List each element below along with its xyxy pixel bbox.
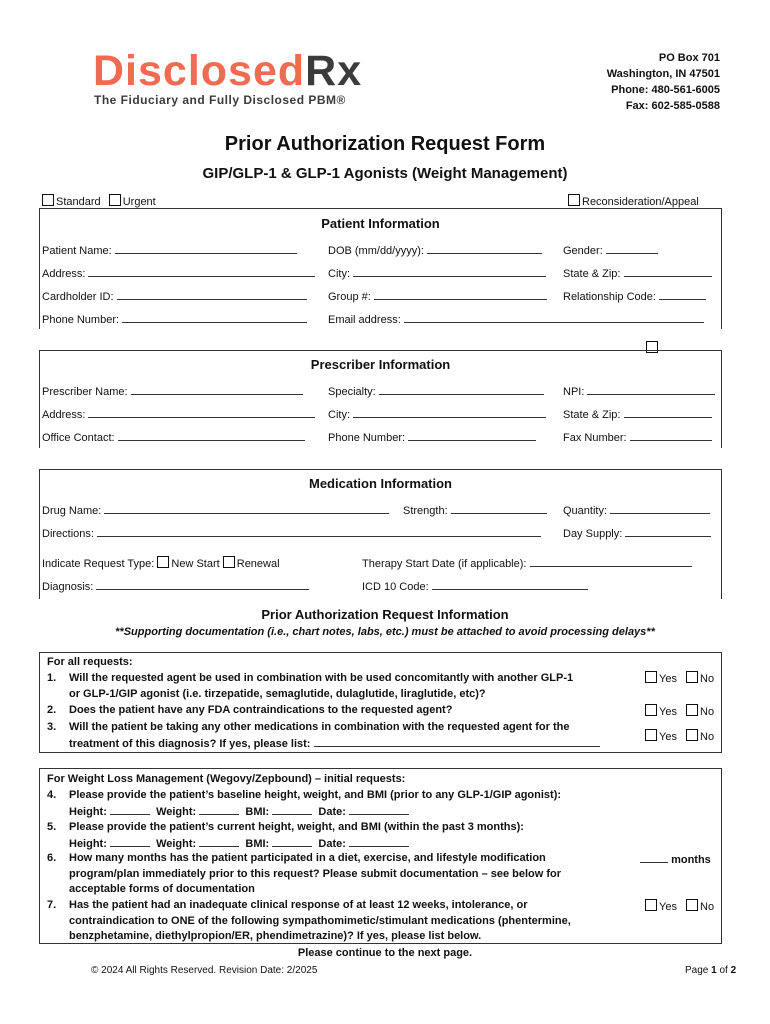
prescriber-section-title: Prescriber Information (310, 357, 451, 372)
question-text: Will the patient be taking any other medications in combination with the requested agent for the (69, 721, 570, 733)
directions-label: Directions: (42, 528, 94, 540)
logo-text-rx: Rx (305, 47, 363, 95)
reconsideration-checkbox[interactable] (568, 194, 580, 206)
patient-address-field[interactable] (42, 266, 315, 280)
prescriber-phone-line[interactable] (408, 430, 536, 441)
current-height-line[interactable] (110, 836, 150, 847)
prescriber-address-field[interactable] (42, 407, 315, 421)
relationship-code-line[interactable] (659, 289, 706, 300)
drug-name-field[interactable] (42, 503, 389, 517)
fax-number-line[interactable] (630, 430, 712, 441)
address-line: Washington, IN 47501 (606, 68, 720, 80)
question-text: contraindication to ONE of the following sympathomimetic/stimulant medications (phentermine, (69, 914, 571, 927)
patient-name-label: Patient Name: (42, 245, 112, 257)
medication-information-section (39, 469, 722, 599)
patient-state-zip-line[interactable] (624, 266, 712, 277)
form-subtitle: GIP/GLP-1 & GLP-1 Agonists (Weight Management) (202, 165, 568, 182)
group-label: Group #: (328, 291, 371, 303)
question-text: How many months has the patient participated in a diet, exercise, and lifestyle modification (69, 852, 546, 864)
patient-city-line[interactable] (353, 266, 546, 277)
q1-yes-checkbox[interactable] (645, 671, 657, 683)
npi-line[interactable] (587, 384, 715, 395)
cardholder-id-label: Cardholder ID: (42, 291, 114, 303)
directions-field[interactable] (42, 526, 541, 540)
baseline-bmi-line[interactable] (272, 804, 312, 815)
q7-yes-checkbox[interactable] (645, 899, 657, 911)
q7-yes-no (645, 899, 714, 913)
patient-city-field[interactable] (328, 266, 546, 280)
cardholder-id-field[interactable] (42, 289, 307, 303)
question-number: 7. (47, 899, 57, 911)
dob-line[interactable] (427, 243, 542, 254)
question-4 (47, 788, 561, 804)
yes-label: Yes (659, 901, 677, 913)
q1-no-checkbox[interactable] (686, 671, 698, 683)
page-of: of (719, 965, 728, 976)
patient-name-field[interactable] (42, 243, 297, 257)
patient-state-zip-label: State & Zip: (563, 268, 621, 280)
question-number: 6. (47, 852, 57, 864)
patient-city-label: City: (328, 268, 350, 280)
company-logo (93, 47, 363, 95)
request-type-field (42, 556, 280, 570)
yes-label: Yes (659, 673, 677, 685)
question-number: 2. (47, 704, 57, 716)
quantity-label: Quantity: (563, 505, 608, 517)
current-weight-line[interactable] (199, 836, 239, 847)
npi-label: NPI: (563, 386, 585, 398)
icd10-field[interactable] (362, 579, 588, 593)
bmi-label: BMI: (245, 838, 270, 850)
fax-line: Fax: 602-585-0588 (625, 100, 720, 112)
email-line[interactable] (404, 312, 704, 323)
current-date-line[interactable] (349, 836, 409, 847)
contact-address (520, 50, 720, 114)
prescriber-address-line[interactable] (88, 407, 315, 418)
renewal-label: Renewal (236, 558, 280, 570)
diagnosis-field[interactable] (42, 579, 309, 593)
question-text: Will the requested agent be used in combination with be used concomitantly with another GLP-1 (69, 672, 574, 684)
no-label: No (700, 706, 715, 718)
pa-info-title: Prior Authorization Request Information (261, 607, 509, 622)
weight-loss-section (39, 768, 722, 944)
question-text: program/plan immediately prior to this request? Please submit documentation – see below for (69, 867, 562, 880)
patient-phone-line[interactable] (122, 312, 307, 323)
prescriber-city-line[interactable] (353, 407, 546, 418)
q3-yes-checkbox[interactable] (645, 729, 657, 741)
question-2 (47, 703, 452, 719)
prescriber-state-zip-label: State & Zip: (563, 409, 621, 421)
date-label: Date: (318, 806, 346, 818)
gender-line[interactable] (606, 243, 658, 254)
patient-name-line[interactable] (115, 243, 297, 254)
prescriber-address-label: Address: (42, 409, 86, 421)
new-start-label: New Start (171, 558, 220, 570)
question-text: Please provide the patient’s current height, weight, and BMI (within the past 3 months): (69, 821, 524, 833)
weight-label: Weight: (156, 806, 197, 818)
form-title: Prior Authorization Request Form (224, 133, 546, 155)
standard-checkbox[interactable] (42, 194, 54, 206)
day-supply-label: Day Supply: (563, 528, 623, 540)
request-priority-options (42, 194, 156, 208)
fax-number-label: Fax Number: (563, 432, 627, 444)
drug-name-label: Drug Name: (42, 505, 102, 517)
request-type-label: Indicate Request Type: (42, 558, 155, 570)
quantity-line[interactable] (610, 503, 710, 514)
medication-section-title: Medication Information (309, 476, 452, 491)
baseline-height-line[interactable] (110, 804, 150, 815)
q2-yes-no (645, 704, 714, 718)
baseline-date-line[interactable] (349, 804, 409, 815)
question-text: acceptable forms of documentation (69, 883, 255, 895)
drug-name-line[interactable] (104, 503, 389, 514)
q3-no-checkbox[interactable] (686, 729, 698, 741)
prescriber-name-line[interactable] (131, 384, 303, 395)
office-contact-field[interactable] (42, 430, 305, 444)
gender-label: Gender: (563, 245, 603, 257)
months-field[interactable] (640, 852, 711, 869)
question-number: 4. (47, 789, 57, 801)
patient-phone-field[interactable] (42, 312, 307, 326)
prescriber-phone-field[interactable] (328, 430, 536, 444)
group-field[interactable] (328, 289, 547, 303)
icd10-label: ICD 10 Code: (362, 581, 429, 593)
no-label: No (700, 731, 715, 743)
quantity-field[interactable] (563, 503, 710, 517)
page-total: 2 (730, 965, 737, 976)
yes-label: Yes (659, 706, 677, 718)
prescriber-state-zip-line[interactable] (624, 407, 712, 418)
therapy-start-date-line[interactable] (530, 556, 692, 567)
all-requests-section (39, 652, 722, 753)
q3-yes-no (645, 729, 714, 743)
npi-field[interactable] (563, 384, 715, 398)
question-text: Has the patient had an inadequate clinical response of at least 12 weeks, intolerance, or (69, 899, 528, 911)
question-3 (47, 720, 647, 752)
strength-field[interactable] (403, 503, 547, 517)
months-label: months (671, 854, 711, 866)
diagnosis-line[interactable] (96, 579, 309, 590)
page-label: Page (685, 965, 709, 976)
prescriber-city-field[interactable] (328, 407, 546, 421)
email-field[interactable] (328, 312, 704, 326)
reconsideration-option (568, 194, 699, 208)
logo-tagline: The Fiduciary and Fully Disclosed PBM® (94, 93, 346, 107)
question-text: benzphetamine, diethylpropion/ER, phendimetrazine)? If yes, please list below. (69, 930, 482, 942)
prescriber-name-field[interactable] (42, 384, 303, 398)
current-bmi-line[interactable] (272, 836, 312, 847)
office-contact-line[interactable] (118, 430, 305, 441)
patient-information-section (39, 208, 722, 329)
page-number (685, 965, 736, 976)
dob-field[interactable] (328, 243, 542, 257)
height-label: Height: (69, 838, 107, 850)
group-line[interactable] (374, 289, 547, 300)
q2-yes-checkbox[interactable] (645, 704, 657, 716)
directions-line[interactable] (97, 526, 541, 537)
icd10-line[interactable] (432, 579, 588, 590)
therapy-start-date-label: Therapy Start Date (if applicable): (362, 558, 527, 570)
fax-number-field[interactable] (563, 430, 712, 444)
address-line: PO Box 701 (658, 52, 720, 64)
months-line[interactable] (640, 852, 668, 863)
logo-text-disclosed: Disclosed (93, 47, 306, 95)
office-contact-label: Office Contact: (42, 432, 115, 444)
diagnosis-label: Diagnosis: (42, 581, 94, 593)
weight-label: Weight: (156, 838, 197, 850)
question-text: Does the patient have any FDA contraindications to the requested agent? (69, 704, 453, 716)
bmi-label: BMI: (245, 806, 270, 818)
baseline-measurements (69, 804, 409, 821)
specialty-field[interactable] (328, 384, 544, 398)
question-text: Please provide the patient’s baseline height, weight, and BMI (prior to any GLP-1/GIP agonist): (69, 789, 562, 801)
question-text: treatment of this diagnosis? If yes, please list: (69, 737, 311, 750)
other-medications-line[interactable] (314, 736, 600, 747)
prescriber-city-label: City: (328, 409, 350, 421)
question-7 (47, 898, 647, 945)
therapy-start-date-field[interactable] (362, 556, 692, 570)
no-label: No (700, 901, 715, 913)
patient-address-line[interactable] (88, 266, 315, 277)
q1-yes-no (645, 671, 714, 685)
prescriber-phone-label: Phone Number: (328, 432, 406, 444)
day-supply-line[interactable] (625, 526, 711, 537)
phone-line: Phone: 480-561-6005 (611, 84, 720, 96)
specialty-line[interactable] (379, 384, 544, 395)
strength-label: Strength: (403, 505, 448, 517)
new-start-checkbox[interactable] (157, 556, 169, 568)
page-current: 1 (711, 965, 717, 976)
strength-line[interactable] (451, 503, 547, 514)
patient-state-zip-field[interactable] (563, 266, 712, 280)
q2-no-checkbox[interactable] (686, 704, 698, 716)
reconsideration-label: Reconsideration/Appeal (582, 196, 699, 208)
relationship-code-field[interactable] (563, 289, 706, 303)
question-5 (47, 820, 524, 836)
day-supply-field[interactable] (563, 526, 711, 540)
specialty-label: Specialty: (328, 386, 376, 398)
no-label: No (700, 673, 715, 685)
weight-loss-heading: For Weight Loss Management (Wegovy/Zepbound) – initial requests: (47, 773, 406, 785)
prescriber-name-label: Prescriber Name: (42, 386, 128, 398)
patient-phone-label: Phone Number: (42, 314, 120, 326)
patient-address-label: Address: (42, 268, 86, 280)
all-requests-heading: For all requests: (47, 656, 133, 668)
gender-field[interactable] (563, 243, 658, 257)
prescriber-state-zip-field[interactable] (563, 407, 712, 421)
question-text: or GLP-1/GIP agonist (i.e. tirzepatide, semaglutide, dulaglutide, liraglutide, etc)? (69, 687, 486, 700)
yes-label: Yes (659, 731, 677, 743)
continue-note: Please continue to the next page. (297, 947, 473, 959)
renewal-checkbox[interactable] (223, 556, 235, 568)
question-number: 5. (47, 821, 57, 833)
urgent-label: Urgent (122, 196, 156, 208)
urgent-checkbox[interactable] (109, 194, 121, 206)
cardholder-id-line[interactable] (117, 289, 307, 300)
height-label: Height: (69, 806, 107, 818)
question-number: 3. (47, 721, 57, 733)
date-label: Date: (318, 838, 346, 850)
copyright: © 2024 All Rights Reserved. Revision Date: 2/2025 (91, 965, 318, 976)
prescriber-information-section (39, 350, 722, 448)
standard-label: Standard (56, 196, 101, 208)
question-number: 1. (47, 672, 57, 684)
email-label: Email address: (328, 314, 401, 326)
question-6 (47, 851, 637, 898)
relationship-code-label: Relationship Code: (563, 291, 656, 303)
question-1 (47, 671, 647, 702)
q7-no-checkbox[interactable] (686, 899, 698, 911)
baseline-weight-line[interactable] (199, 804, 239, 815)
supporting-documentation-note: **Supporting documentation (i.e., chart notes, labs, etc.) must be attached to avoid processing delays** (115, 626, 655, 638)
dob-label: DOB (mm/dd/yyyy): (328, 245, 424, 257)
patient-section-title: Patient Information (321, 216, 440, 231)
